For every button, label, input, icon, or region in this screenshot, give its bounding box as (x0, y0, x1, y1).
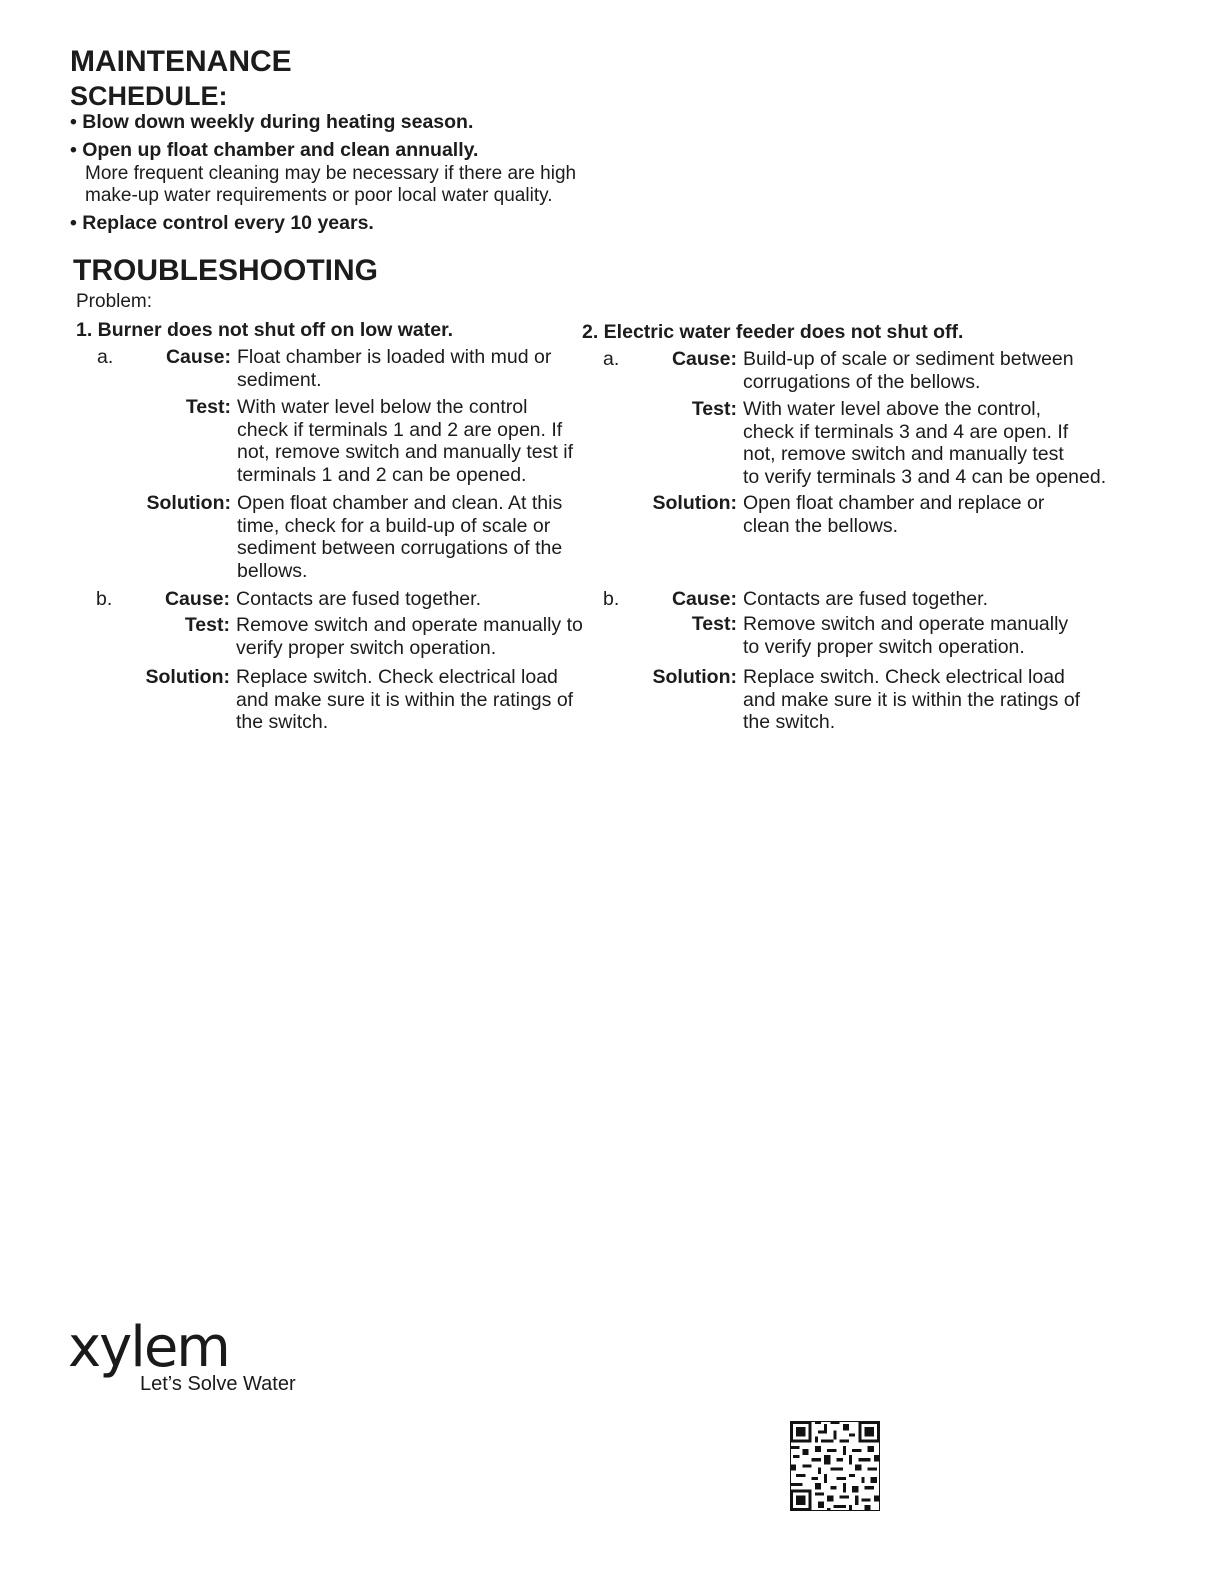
text-line: Float chamber is loaded with mud or (237, 346, 552, 368)
maintenance-title: MAINTENANCE (70, 45, 292, 78)
text-line: Build-up of scale or sediment between (743, 348, 1074, 370)
text-line: verify proper switch operation. (236, 636, 497, 659)
xylem-logo: xylem (68, 1315, 229, 1380)
maintenance-note: make-up water requirements or poor local water quality. (85, 185, 553, 206)
problem-label: Problem: (76, 291, 153, 312)
test-label: Test: (184, 614, 230, 636)
text-line: to verify proper switch operation. (743, 635, 1025, 658)
text-line: sediment between corrugations of the (237, 537, 563, 559)
text-line: and make sure it is within the ratings of (236, 688, 574, 711)
problem-1a-cause (97, 346, 551, 391)
problem-1-title: 1. Burner does not shut off on low water. (76, 319, 454, 341)
solution-label: Solution: (146, 492, 231, 514)
text-line: bellows. (237, 559, 308, 582)
problem-1b-cause (96, 588, 481, 611)
problem-1a-test (97, 396, 573, 486)
problem-2b-test (603, 613, 1068, 658)
text-line: clean the bellows. (743, 514, 899, 537)
cause-label: Cause: (165, 346, 231, 368)
text-line: Remove switch and operate manually to (236, 614, 583, 636)
text-line: the switch. (743, 711, 836, 733)
item-letter: b. (603, 588, 620, 610)
text-line: terminals 1 and 2 can be opened. (237, 463, 527, 486)
text-line: With water level above the control, (743, 398, 1042, 420)
text-line: Open float chamber and clean. At this (237, 492, 563, 514)
item-letter: b. (96, 588, 113, 610)
text-line: time, check for a build-up of scale or (237, 514, 551, 537)
problem-2a-solution (603, 492, 1044, 537)
problem-2a-test (603, 398, 1106, 488)
text-line: the switch. (236, 711, 329, 733)
solution-label: Solution: (145, 666, 230, 688)
problem-1a-solution (97, 492, 562, 582)
text-line: check if terminals 1 and 2 are open. If (237, 418, 563, 441)
cause-label: Cause: (671, 588, 737, 610)
schedule-title: SCHEDULE: (70, 81, 228, 111)
maintenance-bullet: • Replace control every 10 years. (70, 212, 374, 234)
text-line: With water level below the control (237, 396, 528, 418)
solution-label: Solution: (652, 666, 737, 688)
problem-1b-test (96, 614, 583, 659)
text-line: sediment. (237, 368, 322, 391)
test-label: Test: (691, 398, 737, 420)
problem-1b-solution (96, 666, 573, 734)
text-line: Contacts are fused together. (236, 588, 481, 610)
maintenance-note: More frequent cleaning may be necessary if there are high (85, 163, 577, 184)
text-line: not, remove switch and manually test if (237, 441, 573, 463)
maintenance-bullet: • Open up float chamber and clean annually. (70, 139, 479, 161)
troubleshooting-title: TROUBLESHOOTING (73, 254, 378, 287)
text-line: check if terminals 3 and 4 are open. If (743, 420, 1069, 443)
logo-tagline: Let’s Solve Water (140, 1373, 296, 1395)
solution-label: Solution: (652, 492, 737, 514)
text-line: Replace switch. Check electrical load (236, 666, 558, 688)
problem-2b-cause (603, 588, 988, 611)
item-letter: a. (603, 348, 620, 370)
text-line: Contacts are fused together. (743, 588, 988, 610)
text-line: and make sure it is within the ratings of (743, 688, 1081, 711)
qr-code-icon (790, 1421, 880, 1511)
item-letter: a. (97, 346, 114, 368)
text-line: Open float chamber and replace or (743, 492, 1045, 514)
problem-2a-cause (603, 348, 1074, 393)
text-line: Remove switch and operate manually (743, 613, 1069, 635)
text-line: corrugations of the bellows. (743, 370, 981, 393)
text-line: not, remove switch and manually test (743, 443, 1064, 465)
cause-label: Cause: (671, 348, 737, 370)
problem-2b-solution (603, 666, 1080, 734)
text-line: Replace switch. Check electrical load (743, 666, 1065, 688)
test-label: Test: (691, 613, 737, 635)
cause-label: Cause: (164, 588, 230, 610)
test-label: Test: (185, 396, 231, 418)
maintenance-bullet: • Blow down weekly during heating season. (70, 111, 474, 133)
problem-2-title: 2. Electric water feeder does not shut off. (582, 321, 964, 343)
text-line: to verify terminals 3 and 4 can be opened. (743, 465, 1107, 488)
